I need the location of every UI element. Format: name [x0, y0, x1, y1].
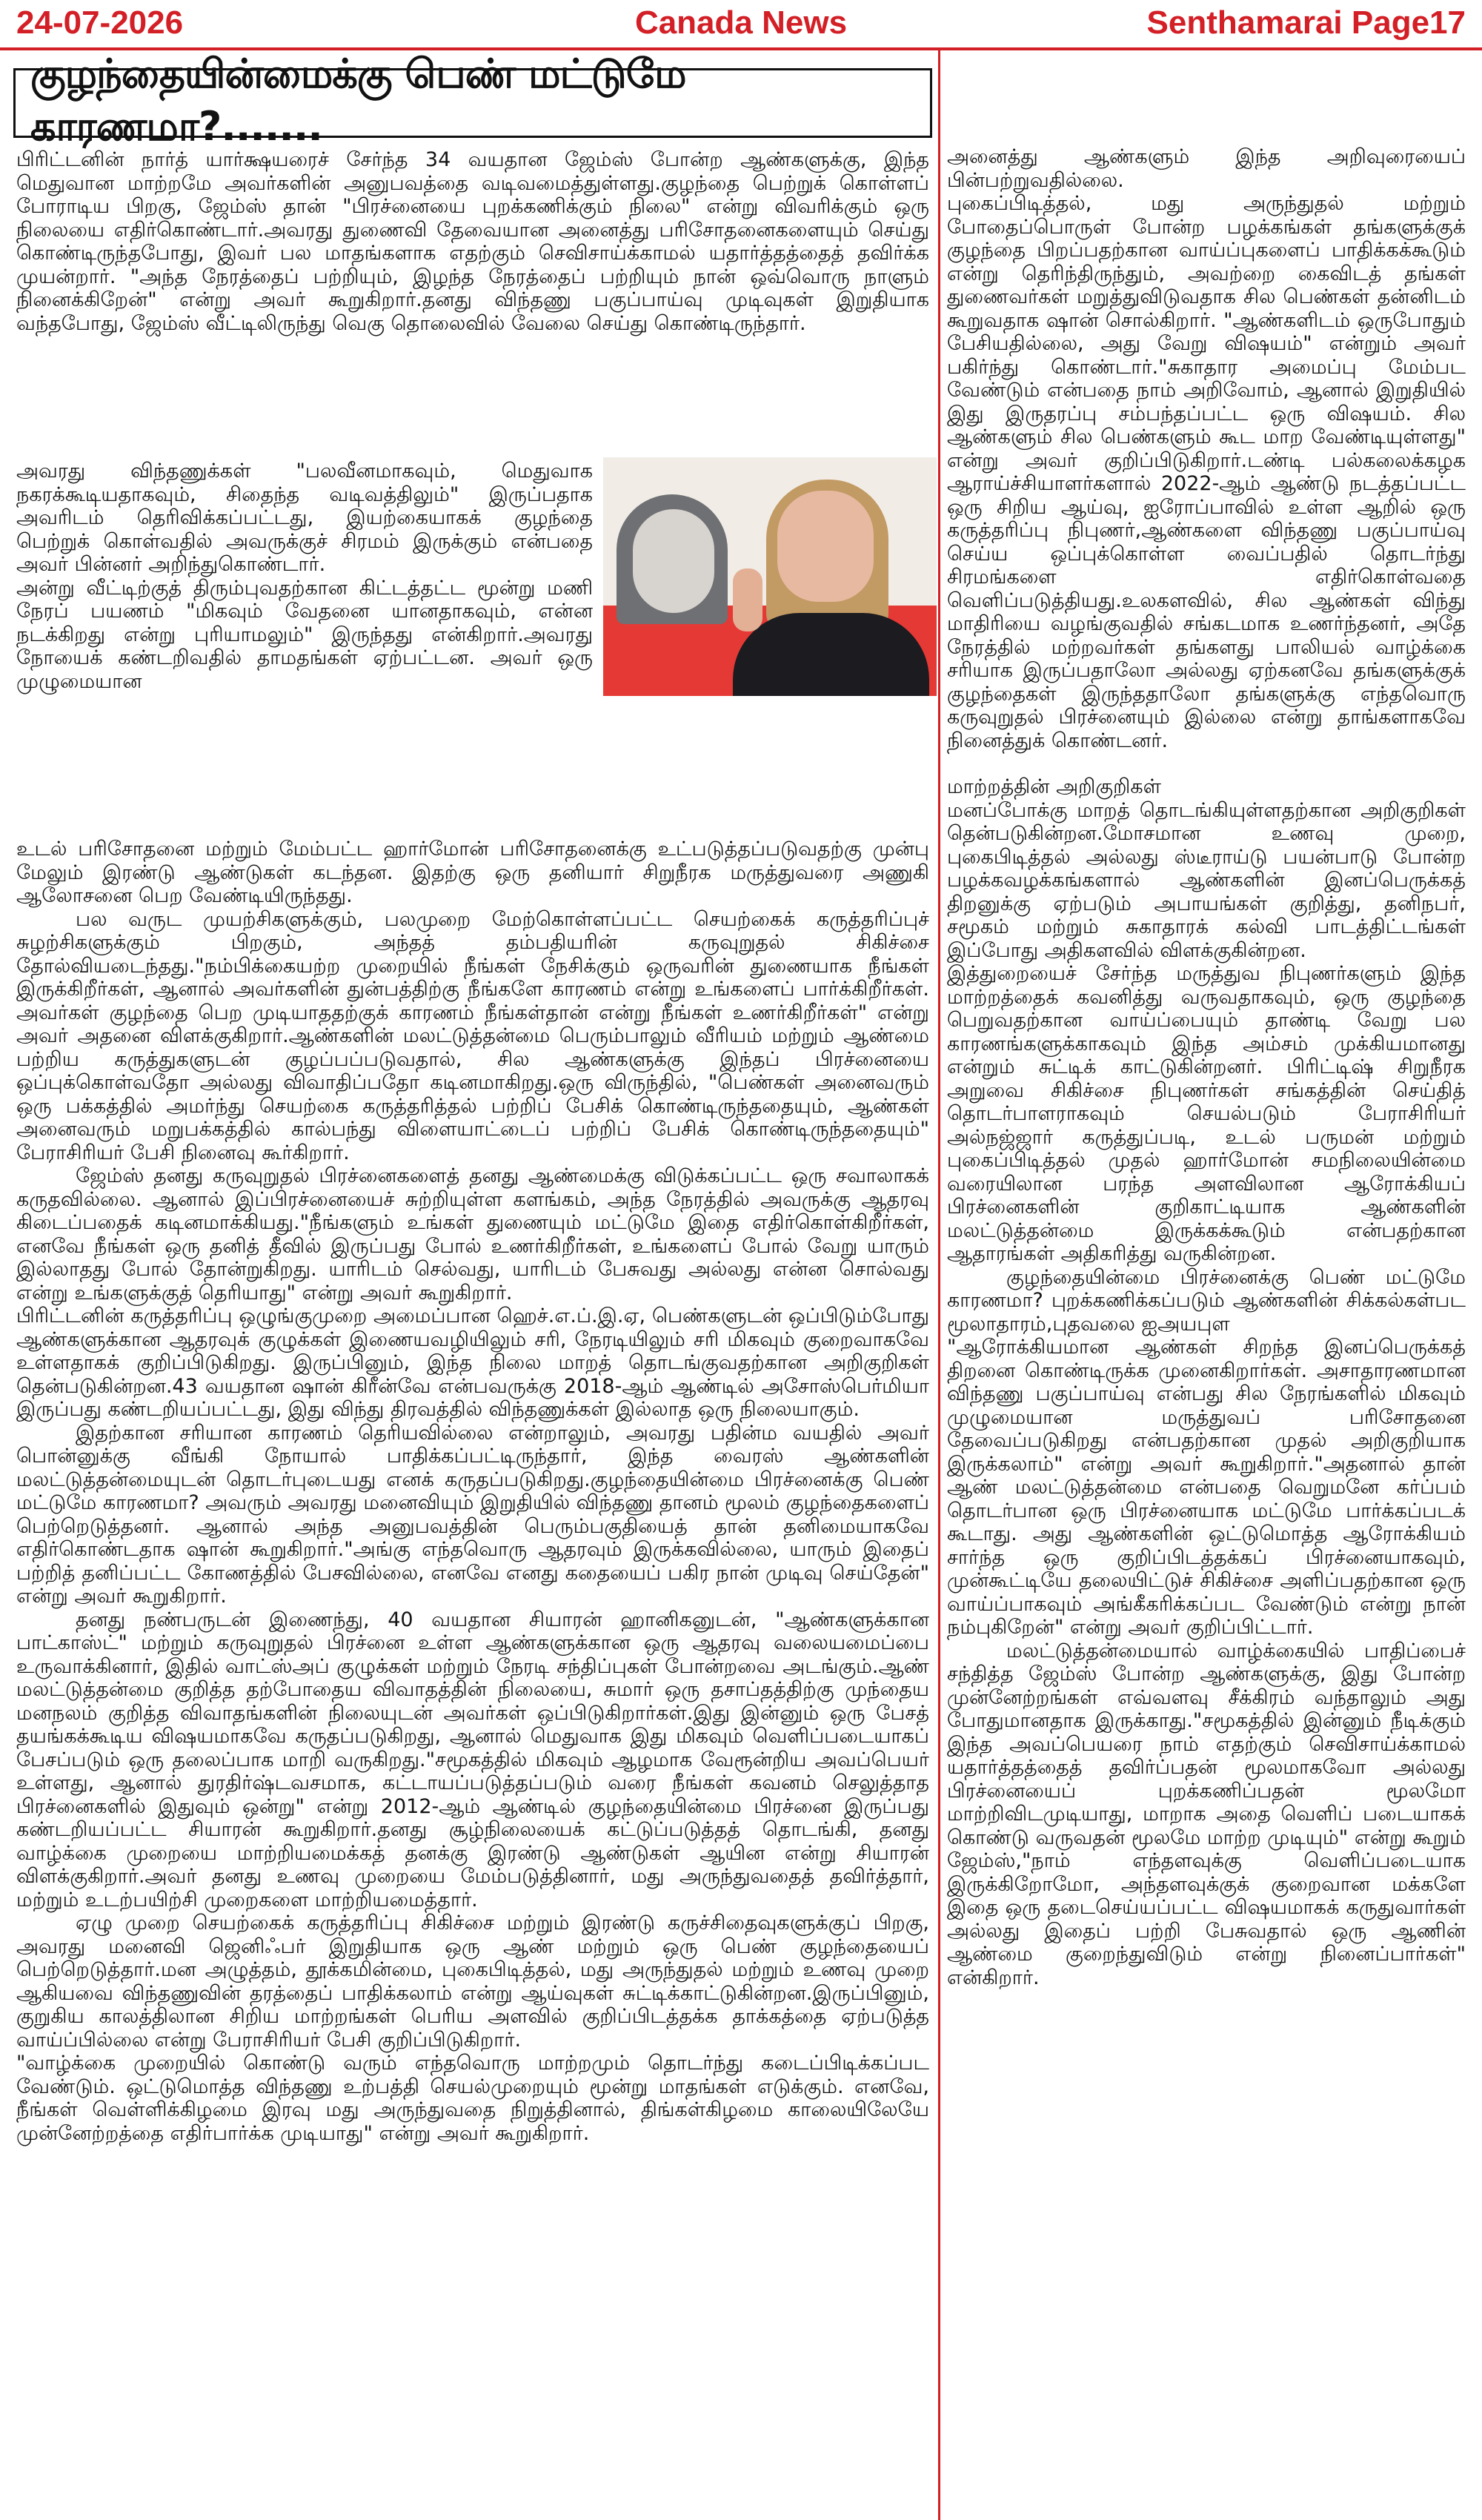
- column-divider: [938, 50, 940, 2520]
- paragraph: உடல் பரிசோதனை மற்றும் மேம்பட்ட ஹார்மோன் பரிசோதனைக்கு உட்படுத்தப்படுவதற்கு முன்பு மேலும் இரண்டு ஆண்டுகள் கடந்தன. இதற்கு ஒரு தனியார் சிறுநீரக மருத்துவரை அணுகி ஆலோசனை பெற வேண்டியிருந்தது.: [16, 838, 929, 907]
- right-column: [947, 145, 1466, 1989]
- paragraph: அனைத்து ஆண்களும் இந்த அறிவுரையைப் பின்பற்றுவதில்லை.: [947, 145, 1466, 192]
- paragraph: ஏழு முறை செயற்கைக் கருத்தரிப்பு சிகிச்சை மற்றும் இரண்டு கருச்சிதைவுகளுக்குப் பிறகு, அவரது மனைவி ஜெனிஃபர் இறுதியாக ஒரு ஆண் மற்றும் ஒரு பெண் குழந்தையைப் பெற்றெடுத்தார்.மன அழுத்தம், தூக்கமின்மை, புகைபிடித்தல், மது அருந்துதல் மற்றும் உணவு முறை ஆகியவை விந்தணுவின் தரத்தைப் பாதிக்கலாம் என்று ஆய்வுகள் சுட்டிக்காட்டுகின்றன.இருப்பினும், குறுகிய காலத்திலான சிறிய மாற்றங்கள் பெரிய அளவில் குறிப்பிடத்தக்க தாக்கத்தை ஏற்படுத்த வாய்ப்பில்லை என்று பேராசிரியர் பேசி குறிப்பிடுகிறார்.: [16, 1911, 929, 2052]
- left-column-beside-photo: [16, 460, 593, 693]
- paragraph: பிரிட்டனின் நார்த் யார்க்ஷயரைச் சேர்ந்த 34 வயதான ஜேம்ஸ் போன்ற ஆண்களுக்கு, இந்த மெதுவான மாற்றமே அவர்களின் அனுபவத்தை வடிவமைத்துள்ளது.குழந்தை பெற்றுக் கொள்ளப் போராடிய பிறகு, ஜேம்ஸ் தான் "பிரச்னையை புறக்கணிக்கும் நிலை" என்று விவரிக்கும் ஒரு நிலையை எதிர்கொண்டார்.அவரது துணைவி தேவையான அனைத்து பரிசோதனைகளையும் செய்து கொண்டிருந்தபோது, இவர் பல மாதங்களாக எதற்கும் செவிசாய்க்காமல் யதார்த்தத்தைத் தவிர்க்க முயன்றார். "அந்த நேரத்தைப் பற்றியும், இழந்த நேரத்தைப் பற்றியும் நான் ஒவ்வொரு நாளும் நினைக்கிறேன்" என்று அவர் கூறுகிறார்.தனது விந்தணு பகுப்பாய்வு முடிவுகள் இறுதியாக வந்தபோது, ஜேம்ஸ் வீட்டிலிருந்து வெகு தொலைவில் வேலை செய்து கொண்டிருந்தார்.: [16, 148, 929, 335]
- paragraph: புகைப்பிடித்தல், மது அருந்துதல் மற்றும் போதைப்பொருள் போன்ற பழக்கங்கள் தங்களுக்குக் குழந்தை பிறப்பதற்கான வாய்ப்புகளைப் பாதிக்கக்கூடும் என்று தெரிந்திருந்தும், அவற்றை கைவிடத் தங்கள் துணைவர்கள் மறுத்துவிடுவதாக சில பெண்கள் தன்னிடம் கூறுவதாக ஷான் சொல்கிறார். "ஆண்களிடம் ஒருபோதும் பேசியதில்லை, அது வேறு விஷயம்" என்றும் அவர் பகிர்ந்து கொண்டார்."சுகாதார அமைப்பு மேம்பட வேண்டும் என்பதை நாம் அறிவோம், ஆனால் இறுதியில் இது இருதரப்பு சம்பந்தப்பட்ட ஒரு விஷயம். சில ஆண்களும் சில பெண்களும் கூட மாற வேண்டியுள்ளது" என்று அவர் குறிப்பிடுகிறார்.டண்டி பல்கலைக்கழக ஆராய்ச்சியாளர்களால் 2022-ஆம் ஆண்டு நடத்தப்பட்ட ஒரு சிறிய ஆய்வு, ஐரோப்பாவில் உள்ள ஆறில் ஒரு கருத்தரிப்பு நிபுணர்,ஆண்களை விந்தணு பகுப்பாய்வு செய்ய ஒப்புக்கொள்ள வைப்பதில் தொடர்ந்து சிரமங்களை எதிர்கொள்வதை வெளிப்படுத்தியது.உலகளவில், சில ஆண்கள் விந்து மாதிரியை வழங்குவதில் சங்கடமாக உணர்ந்தனர், அதே நேரத்தில் மற்றவர்கள் தங்களது பாலியல் வாழ்க்கை சரியாக இருப்பதாலோ அல்லது ஏற்கனவே தங்களுக்குக் குழந்தைகள் இருந்ததாலோ தங்களுக்கு எந்தவொரு கருவுறுதல் பிரச்னையும் இல்லை என்று தாங்களாகவே நினைத்துக் கொண்டனர்.: [947, 192, 1466, 752]
- paragraph: தனது நண்பருடன் இணைந்து, 40 வயதான சியாரன் ஹானிகனுடன், "ஆண்களுக்கான பாட்காஸ்ட்" மற்றும் கருவுறுதல் பிரச்னை உள்ள ஆண்களுக்கான ஒரு ஆதரவு வலையமைப்பை உருவாக்கினார், இதில் வாட்ஸ்அப் குழுக்கள் மற்றும் நேரடி சந்திப்புகள் போன்றவை அடங்கும்.ஆண் மலட்டுத்தன்மை குறித்த தற்போதைய விவாதத்தின் நிலையை, சுமார் ஒரு தசாப்தத்திற்கு முந்தைய மனநலம் குறித்த விவாதங்களின் நிலையுடன் அவர்கள் ஒப்பிடுகிறார்கள்.இது இன்னும் ஒரு பேசத் தயங்கக்கூடிய விஷயமாகவே கருதப்படுகிறது, ஆனால் மெதுவாக இது மிகவும் வெளிப்படையாகப் பேசப்படும் ஒரு தலைப்பாக மாறி வருகிறது."சமூகத்தில் மிகவும் ஆழமாக வேரூன்றிய அவப்பெயர் உள்ளது, ஆனால் துரதிர்ஷ்டவசமாக, கட்டாயப்படுத்தப்படும் வரை நீங்கள் கவனம் செலுத்தாத பிரச்னைகளில் இதுவும் ஒன்று" என்று 2012-ஆம் ஆண்டில் குழந்தையின்மை பிரச்னை இருப்பது கண்டறியப்பட்ட சியாரன் கூறுகிறார்.தனது சூழ்நிலையைக் கட்டுப்படுத்தத் தொடங்கி, தனது வாழ்க்கை முறையை மாற்றியமைக்கத் தனக்கு இரண்டு ஆண்டுகள் ஆயின என்று சியாரன் விளக்குகிறார்.அவர் தனது உணவு முறையை மேம்படுத்தினார், மது அருந்துவதைத் தவிர்த்தார், மற்றும் உடற்பயிற்சி முறைகளை மாற்றியமைத்தார்.: [16, 1608, 929, 1911]
- page-label: Senthamarai Page17: [1146, 4, 1466, 41]
- section-subheading: மாற்றத்தின் அறிகுறிகள்: [947, 775, 1161, 798]
- paragraph: ஜேம்ஸ் தனது கருவுறுதல் பிரச்னைகளைத் தனது ஆண்மைக்கு விடுக்கப்பட்ட ஒரு சவாலாகக் கருதவில்லை. ஆனால் இப்பிரச்னையைச் சுற்றியுள்ள களங்கம், அந்த நேரத்தில் அவருக்கு ஆதரவு கிடைப்பதைக் கடினமாக்கியது."நீங்களும் உங்கள் துணையும் மட்டுமே இதை எதிர்கொள்கிறீர்கள், எனவே நீங்கள் ஒரு தனித் தீவில் இருப்பது போல் உணர்கிறீர்கள், உங்களைப் போல் வேறு யாரும் இல்லாதது போல் தோன்றுகிறது. யாரிடம் செல்வது, யாரிடம் பேசுவது அல்லது என்ன சொல்வது என்று உங்களுக்குத் தெரியாது" என்று அவர் கூறுகிறார்.: [16, 1164, 929, 1304]
- paragraph: இதற்கான சரியான காரணம் தெரியவில்லை என்றாலும், அவரது பதின்ம வயதில் அவர் பொன்னுக்கு வீங்கி நோயால் பாதிக்கப்பட்டிருந்தார், இந்த வைரஸ் ஆண்களின் மலட்டுத்தன்மையுடன் தொடர்புடையது எனக் கருதப்படுகிறது.குழந்தையின்மை பிரச்னைக்கு பெண் மட்டுமே காரணமா? அவரும் அவரது மனைவியும் இறுதியில் விந்தணு தானம் மூலம் குழந்தைகளைப் பெற்றெடுத்தனர். ஆனால் அந்த அனுபவத்தின் பெரும்பகுதியைத் தான் தனிமையாகவே எதிர்கொண்டதாக ஷான் கூறுகிறார்."அங்கு எந்தவொரு ஆதரவும் இருக்கவில்லை, யாரும் இதைப் பற்றித் தனிப்பட்ட கோணத்தில் பேசவில்லை, எனவே எனது கதையைப் பகிர நான் முடிவு செய்தேன்" என்று அவர் கூறுகிறார்.: [16, 1421, 929, 1608]
- page-header: [0, 0, 1482, 46]
- article-photo: [603, 457, 937, 696]
- left-column-top: [16, 148, 929, 335]
- article-headline: குழந்தையின்மைக்கு பெண் மட்டுமே காரணமா?.......: [30, 50, 686, 150]
- photo-caption: குழந்தையின்மை பிரச்னைக்கு பெண் மட்டுமே காரணமா? புறக்கணிக்கப்படும் ஆண்களின் சிக்கல்கள்பட மூலாதாரம்,புதவலை ஐஅயபுள: [947, 1265, 1466, 1336]
- woman-face: [777, 491, 874, 602]
- paragraph: அன்று வீட்டிற்குத் திரும்புவதற்கான கிட்டத்தட்ட மூன்று மணி நேரப் பயணம் "மிகவும் வேதனை யானதாகவும், என்ன நடக்கிறது என்று புரியாமலும்" இருந்தது என்கிறார்.அவரது நோயைக் கண்டறிவதில் தாமதங்கள் ஏற்பட்டன. அவர் ஒரு முழுமையான: [16, 576, 593, 693]
- paragraph: இத்துறையைச் சேர்ந்த மருத்துவ நிபுணர்களும் இந்த மாற்றத்தைக் கவனித்து வருவதாகவும், ஒரு குழந்தை பெறுவதற்கான வாய்ப்பையும் தாண்டி வேறு பல காரணங்களுக்காகவும் இந்த அம்சம் முக்கியமானது என்றும் சுட்டிக் காட்டுகின்றனர். பிரிட்டிஷ் சிறுநீரக அறுவை சிகிச்சை நிபுணர்கள் சங்கத்தின் செய்தித் தொடர்பாளராகவும் செயல்படும் பேராசிரியர் அல்நஜ்ஜார் கருத்துப்படி, உடல் பருமன் மற்றும் புகைப்பிடித்தல் முதல் ஹார்மோன் சமநிலையின்மை வரையிலான பரந்த அளவிலான ஆரோக்கியப் பிரச்னைகளின் குறிகாட்டியாக ஆண்களின் மலட்டுத்தன்மை இருக்கக்கூடும் என்பதற்கான ஆதாரங்கள் அதிகரித்து வருகின்றன.: [947, 962, 1466, 1265]
- pointing-hand: [733, 568, 762, 631]
- newspaper-name: Canada News: [634, 4, 848, 41]
- issue-date: 24-07-2026: [16, 4, 184, 41]
- paragraph: மலட்டுத்தன்மையால் வாழ்க்கையில் பாதிப்பைச் சந்தித்த ஜேம்ஸ் போன்ற ஆண்களுக்கு, இது போன்ற முன்னேற்றங்கள் எவ்வளவு சீக்கிரம் வந்தாலும் அது போதுமானதாக இருக்காது."சமூகத்தில் இன்னும் நீடிக்கும் இந்த அவப்பெயரை நாம் எதற்கும் செவிசாய்க்காமல் யதார்த்தத்தைத் தவிர்ப்பதன் மூலமாகவோ அல்லது பிரச்னையைப் புறக்கணிப்பதன் மூலமோ மாற்றிவிடமுடியாது, மாறாக அதை வெளிப் படையாகக் கொண்டு வருவதன் மூலமே மாற்ற முடியும்" என்று கூறும் ஜேம்ஸ்,"நாம் எந்தளவுக்கு வெளிப்படையாக இருக்கிறோமோ, அந்தளவுக்குக் குறைவான மக்களே இதை ஒரு தடைசெய்யப்பட்ட விஷயமாகக் கருதுவார்கள் அல்லது இதைப் பற்றி பேசுவதால் ஒரு ஆணின் ஆண்மை குறைந்துவிடும் என்று நினைப்பார்கள்" என்கிறார்.: [947, 1639, 1466, 1989]
- paragraph: பல வருட முயற்சிகளுக்கும், பலமுறை மேற்கொள்ளப்பட்ட செயற்கைக் கருத்தரிப்புச் சுழற்சிகளுக்கும் பிறகும், அந்தத் தம்பதியரின் கருவுறுதல் சிகிச்சை தோல்வியடைந்தது."நம்பிக்கையற்ற முறையில் நீங்கள் நேசிக்கும் ஒருவரின் துணையாக நீங்கள் இருக்கிறீர்கள், ஆனால் அவர்களின் துன்பத்திற்கு நீங்களே காரணம் என்று உங்களைப் பார்க்கிறீர்கள். அவர்கள் குழந்தை பெற முடியாததற்குக் காரணம் நீங்கள்தான் என்று நீங்கள் உணர்கிறீர்கள்" என்று அவர் அதனை விளக்குகிறார்.ஆண்களின் மலட்டுத்தன்மை பெரும்பாலும் வீரியம் மற்றும் ஆண்மை பற்றிய கருத்துகளுடன் குழப்பப்படுவதால், சில ஆண்களுக்கு இந்தப் பிரச்னையை ஒப்புக்கொள்வதோ அல்லது விவாதிப்பதோ கடினமாகிறது.ஒரு விருந்தில், "பெண்கள் அனைவரும் ஒரு பக்கத்தில் அமர்ந்து செயற்கை கருத்தரித்தல் பற்றிப் பேசிக் கொண்டிருந்ததையும், ஆண்கள் அனைவரும் மறுபக்கத்தில் கால்பந்து விளையாட்டைப் பற்றிப் பேசிக் கொண்டிருந்ததையும்" பேராசிரியர் பேசி நினைவு கூர்கிறார்.: [16, 907, 929, 1164]
- paragraph: அவரது விந்தணுக்கள் "பலவீனமாகவும், மெதுவாக நகரக்கூடியதாகவும், சிதைந்த வடிவத்திலும்" இருப்பதாக அவரிடம் தெரிவிக்கப்பட்டது, இயற்கையாகக் குழந்தை பெற்றுக் கொள்வதில் அவருக்குச் சிரமம் இருக்கும் என்பதை அவர் பின்னர் அறிந்துகொண்டார்.: [16, 460, 593, 576]
- paragraph: மனப்போக்கு மாறத் தொடங்கியுள்ளதற்கான அறிகுறிகள் தென்படுகின்றன.மோசமான உணவு முறை, புகைபிடித்தல் அல்லது ஸ்டீராய்டு பயன்பாடு போன்ற பழக்கவழக்கங்களால் ஆண்களின் இனப்பெருக்கத் திறனுக்கு ஏற்படும் அபாயங்கள் குறித்து, தனிநபர், சமூகம் மற்றும் சுகாதாரக் கல்வி பாடத்திட்டங்கள் இப்போது அதிகளவில் விளக்குகின்றன.: [947, 798, 1466, 962]
- paragraph: "ஆரோக்கியமான ஆண்கள் சிறந்த இனப்பெருக்கத் திறனை கொண்டிருக்க முனைகிறார்கள். அசாதாரணமான விந்தணு பகுப்பாய்வு என்பது சில நேரங்களில் மிகவும் முழுமையான மருத்துவப் பரிசோதனை தேவைப்படுகிறது என்பதற்கான முதல் அறிகுறியாக இருக்கலாம்" என்று அவர் கூறுகிறார்."அதனால் தான் ஆண் மலட்டுத்தன்மை என்பதை வெறுமனே கர்ப்பம் தொடர்பான ஒரு பிரச்னையாக மட்டுமே பார்க்கப்படக் கூடாது. அது ஆண்களின் ஒட்டுமொத்த ஆரோக்கியம் சார்ந்த ஒரு குறிப்பிடத்தக்கப் பிரச்னையாகவும், முன்கூட்டியே தலையிட்டுச் சிகிச்சை அளிப்பதற்கான ஒரு வாய்ப்பாகவும் அங்கீகரிக்கப்பட வேண்டும் என்று நான் நம்புகிறேன்" என்று அவர் குறிப்பிட்டார்.: [947, 1336, 1466, 1639]
- left-column-bottom: [16, 838, 929, 2145]
- paragraph: "வாழ்க்கை முறையில் கொண்டு வரும் எந்தவொரு மாற்றமும் தொடர்ந்து கடைப்பிடிக்கப்பட வேண்டும். ஒட்டுமொத்த விந்தணு உற்பத்தி செயல்முறையும் மூன்று மாதங்கள் எடுக்கும். எனவே, நீங்கள் வெள்ளிக்கிழமை இரவு மது அருந்துவதை நிறுத்தினால், திங்கள்கிழமை காலையிலேயே முன்னேற்றத்தை எதிர்பார்க்க முடியாது" என்று அவர் கூறுகிறார்.: [16, 2052, 929, 2145]
- paragraph: பிரிட்டனின் கருத்தரிப்பு ஒழுங்குமுறை அமைப்பான ஹெச்.எ.ப்.இ.ஏ, பெண்களுடன் ஒப்பிடும்போது ஆண்களுக்கான ஆதரவுக் குழுக்கள் இணையவழியிலும் சரி, நேரடியிலும் சரி மிகவும் குறைவாகவே உள்ளதாகக் குறிப்பிடுகிறது. இருப்பினும், இந்த நிலை மாறத் தொடங்குவதற்கான அறிகுறிகள் தென்படுகின்றன.43 வயதான ஷான் கிரீன்வே என்பவருக்கு 2018-ஆம் ஆண்டில் அசோஸ்பெர்மியா இருப்பது கண்டறியப்பட்டது, இது விந்து திரவத்தில் விந்தணுக்கள் இல்லாத ஒரு நிலையாகும்.: [16, 1304, 929, 1421]
- headline-box: [13, 50, 932, 150]
